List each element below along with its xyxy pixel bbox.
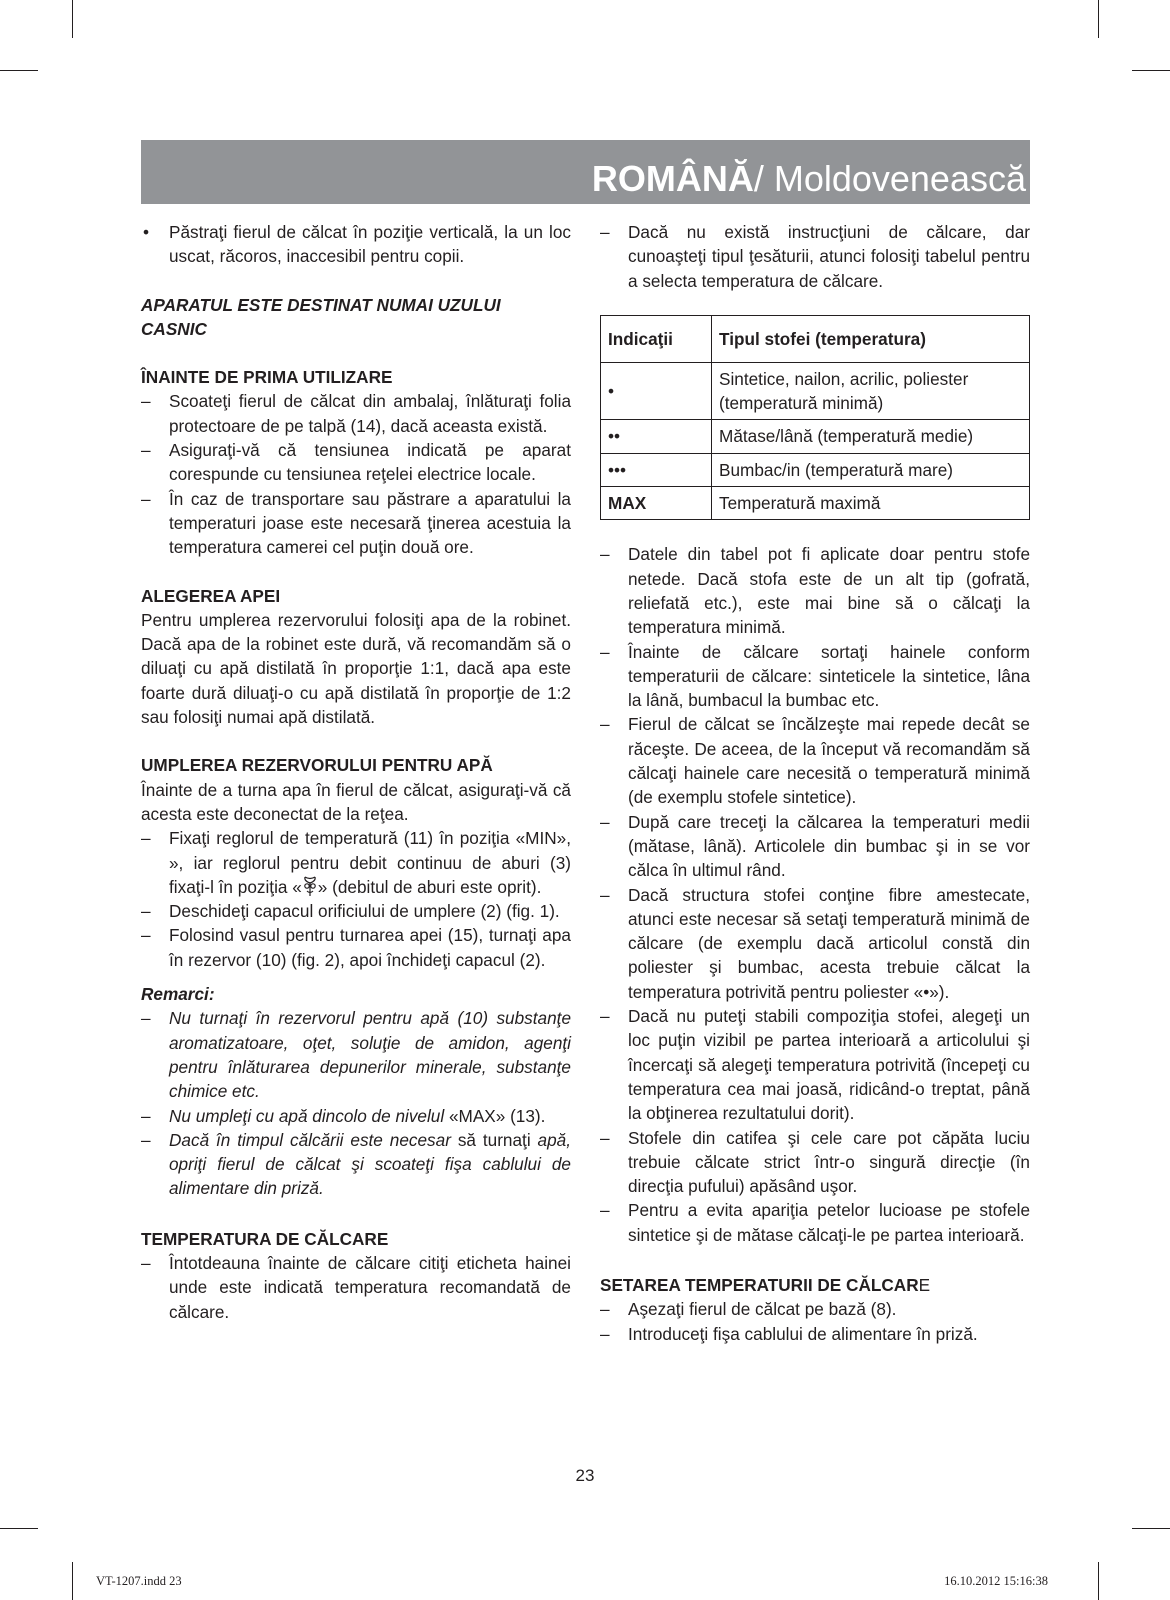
dash-marker: –	[141, 1252, 151, 1273]
table-row	[601, 420, 1030, 453]
ironing-tip-text: Datele din tabel pot fi aplicate doar pentru stofe netede. Dacă stofa este de un alt tip (gofrată, reliefată etc.), este mai bine să o călcaţi la temperatura minimă.	[628, 544, 1030, 638]
remark-item	[141, 1128, 571, 1201]
remark-item-regular: «MAX» (13).	[444, 1105, 546, 1126]
dash-marker: –	[600, 811, 610, 832]
crop-mark	[0, 1528, 38, 1529]
tank-filling-item-text: Deschideţi capacul orificiului de umplere (2) (fig. 1).	[169, 901, 560, 922]
temperature-setting-item	[600, 1297, 1030, 1321]
crop-mark	[72, 1562, 73, 1600]
water-choice-text: Pentru umplerea rezervorului folosiţi apa de la robinet. Dacă apa de la robinet este dură, vă recomandăm să o diluaţi cu apă distilată în proporţie 1:1, dacă apa este foarte dură diluaţi-o cu apă distilată în proporţie de 1:2 sau folosiţi numai apă distilată.	[141, 609, 571, 728]
crop-mark	[0, 70, 38, 71]
dash-marker: –	[600, 1200, 610, 1221]
tank-filling-item	[141, 899, 571, 923]
language-header-bar	[141, 140, 1030, 204]
table-cell-fabric: Mătase/lână (temperatură medie)	[712, 420, 1030, 453]
domestic-use-notice: APARATUL ESTE DESTINAT NUMAI UZULUI CASNIC	[141, 294, 501, 339]
first-use-item-text: În caz de transportare sau păstrare a aparatului la temperaturi joase este necesară ţinerea acestuia la temperatura camerei cel puţin două ore.	[169, 488, 571, 558]
storage-bullet-text: Păstraţi fierul de călcat în poziţie verticală, la un loc uscat, răcoros, inaccesibil pentru copii.	[169, 222, 571, 267]
ironing-tip-text: Înainte de călcare sortaţi hainele conform temperaturii de călcare: sinteticele la sintetice, lâna la lână, bumbacul la bumbac etc.	[628, 641, 1030, 711]
ironing-tip-item	[600, 810, 1030, 883]
table-cell-fabric: Temperatură maximă	[712, 487, 1030, 520]
table-row	[601, 487, 1030, 520]
dash-marker: –	[600, 1323, 610, 1344]
remark-item	[141, 1006, 571, 1103]
table-header-row	[601, 315, 1030, 362]
temperature-setting-item-text: Introduceţi fişa cablului de alimentare în priză.	[628, 1323, 978, 1344]
ironing-tip-text: Dacă structura stofei conţine fibre amestecate, atunci este necesar să setaţi temperatură minimă de călcare (de exemplu dacă articolul constă din poliester şi bumbac, acesta trebuie călcat la temperatura potrivită pentru poliester «•»).	[628, 884, 1030, 1002]
first-use-item	[141, 389, 571, 438]
table-cell-fabric: Bumbac/in (temperatură mare)	[712, 453, 1030, 486]
dash-marker: –	[600, 641, 610, 662]
dash-marker: –	[141, 1008, 151, 1029]
dash-marker: –	[600, 884, 610, 905]
ironing-tip-text: Stofele din catifea şi cele care pot căpăta luciu trebuie călcate strict într-o singură direcţie (în direcţia pufului) apăsând uşor.	[628, 1127, 1030, 1197]
first-use-item-text: Asiguraţi-vă că tensiunea indicată pe aparat corespunde cu tensiunea reţelei electrice locale.	[169, 440, 571, 485]
temperature-setting-heading	[600, 1273, 1030, 1297]
left-column	[141, 220, 571, 1324]
ironing-tip-text: După care treceţi la călcarea la temperaturi medii (mătase, lână). Articolele din bumbac şi in se vor călca în ultimul rând.	[628, 811, 1030, 881]
remarks-heading: Remarci:	[141, 984, 215, 1005]
ironing-tip-item	[600, 1126, 1030, 1199]
crop-mark	[1132, 1528, 1170, 1529]
crop-mark	[72, 0, 73, 38]
table-cell-indicator: •	[601, 362, 712, 420]
ironing-temperature-item	[141, 1251, 571, 1324]
tank-filling-intro: Înainte de a turna apa în fierul de călcat, asiguraţi-vă că acesta este deconectat de la reţea.	[141, 779, 571, 824]
first-use-item-text: Scoateţi fierul de călcat din ambalaj, înlăturaţi folia protectoare de pe talpă (14), dacă aceasta există.	[169, 391, 571, 436]
remark-item	[141, 1104, 571, 1128]
remark-item-text: Nu turnaţi în rezervorul pentru apă (10) substanţe aromatizatoare, oţet, soluţie de amidon, agenţi pentru înlăturarea depunerilor minerale, substanţe chimice etc.	[169, 1008, 571, 1102]
right-column	[600, 220, 1030, 1346]
dash-marker: –	[600, 1299, 610, 1320]
remark-item-italic: Nu umpleţi cu apă dincolo de nivelul	[169, 1105, 445, 1126]
bullet-marker: •	[143, 222, 150, 242]
ironing-tip-item	[600, 1198, 1030, 1247]
ironing-tip-item	[600, 712, 1030, 809]
table-row	[601, 362, 1030, 420]
crop-mark	[1132, 70, 1170, 71]
table-cell-fabric: Sintetice, nailon, acrilic, poliester (temperatură minimă)	[712, 362, 1030, 420]
dash-marker: –	[141, 1105, 151, 1126]
fabric-temperature-table	[600, 315, 1030, 520]
temperature-setting-heading-bold: SETAREA TEMPERATURII DE CĂLCAR	[600, 1274, 919, 1295]
temperature-setting-heading-tail: E	[918, 1274, 931, 1295]
remark-item-italic: Dacă în timpul călcării este necesar	[169, 1129, 451, 1150]
ironing-tip-item	[600, 640, 1030, 713]
tank-filling-item-text-b: » (debitul de aburi este oprit).	[317, 876, 542, 897]
ironing-temperature-item-text: Întotdeauna înainte de călcare citiţi eticheta hainei unde este indicată temperatura recomandată de călcare.	[169, 1252, 571, 1322]
table-intro-item	[600, 220, 1030, 293]
language-title-bold: ROMÂNĂ	[591, 158, 754, 199]
tank-filling-item	[141, 826, 571, 899]
dash-marker: –	[600, 1006, 610, 1027]
tank-filling-item-text: Folosind vasul pentru turnarea apei (15), turnaţi apa în rezervor (10) (fig. 2), apoi închideţi capacul (2).	[169, 925, 571, 970]
table-cell-indicator: ••	[601, 420, 712, 453]
table-header-cell: Tipul stofei (temperatura)	[712, 315, 1030, 362]
tank-filling-item	[141, 923, 571, 972]
table-intro-text: Dacă nu există instrucţiuni de călcare, dar cunoaşteţi tipul ţesăturii, atunci folosiţi tabelul pentru a selecta temperatura de călcare.	[628, 222, 1030, 291]
ironing-tip-item	[600, 883, 1030, 1004]
ironing-tip-text: Pentru a evita apariţia petelor lucioase pe stofele sintetice şi de mătase călcaţi-le pe partea interioară.	[628, 1200, 1030, 1245]
ironing-temperature-heading: TEMPERATURA DE CĂLCARE	[141, 1228, 389, 1249]
dash-marker: –	[141, 391, 151, 412]
table-row	[601, 453, 1030, 486]
dash-marker: –	[141, 925, 151, 946]
steam-off-icon	[302, 875, 318, 897]
first-use-item	[141, 438, 571, 487]
temperature-setting-item-text: Aşezaţi fierul de călcat pe bază (8).	[628, 1299, 897, 1320]
footer-datetime: 16.10.2012 15:16:38	[944, 1574, 1048, 1588]
ironing-tip-text: Fierul de călcat se încălzeşte mai repede decât se răceşte. De aceea, de la început vă recomandăm să călcaţi hainele care necesită o temperatură minimă (de exemplu stofele sintetice).	[628, 714, 1030, 808]
ironing-tip-text: Dacă nu puteţi stabili compoziţia stofei, alegeţi un loc puţin vizibil pe partea interioară a articolului şi încercaţi să alegeţi temperatura potrivită (începeţi cu temperatura cea mai joasă, ridicând-o treptat, până la obţinerea rezultatului dorit).	[628, 1006, 1030, 1124]
page-number: 23	[575, 1466, 595, 1485]
remark-item-regular: să turnaţi	[450, 1129, 538, 1150]
language-title-rest: / Moldovenească	[753, 158, 1026, 199]
ironing-tip-item	[600, 1004, 1030, 1125]
temperature-setting-item	[600, 1322, 1030, 1346]
dash-marker: –	[141, 488, 151, 509]
first-use-item	[141, 487, 571, 560]
dash-marker: –	[600, 1127, 610, 1148]
dash-marker: –	[141, 440, 151, 461]
first-use-heading: ÎNAINTE DE PRIMA UTILIZARE	[141, 367, 393, 388]
crop-mark	[1098, 1562, 1099, 1600]
dash-marker: –	[600, 714, 610, 735]
footer-file-slug: VT-1207.indd 23	[96, 1574, 182, 1588]
water-choice-heading: ALEGEREA APEI	[141, 585, 281, 606]
dash-marker: –	[141, 1129, 151, 1150]
table-cell-indicator: •••	[601, 453, 712, 486]
tank-filling-heading: UMPLEREA REZERVORULUI PENTRU APĂ	[141, 755, 493, 776]
table-header-cell: Indicaţii	[601, 315, 712, 362]
dash-marker: –	[141, 901, 151, 922]
table-cell-indicator: MAX	[601, 487, 712, 520]
dash-marker: –	[600, 544, 610, 565]
language-title	[591, 158, 1026, 199]
dash-marker: –	[600, 222, 610, 242]
remark-item-italic: apă, opriţi fierul de călcat şi scoateţi fişa cablului de alimentare din priză.	[169, 1129, 571, 1199]
storage-bullet	[141, 220, 571, 269]
tank-filling-item-text-a: Fixaţi reglorul de temperatură (11) în poziţia «MIN», », iar reglorul pentru debit continuu de aburi (3) fixaţi-l în poziţia «	[169, 828, 571, 897]
ironing-tip-item	[600, 542, 1030, 639]
crop-mark	[1098, 0, 1099, 38]
dash-marker: –	[141, 828, 151, 849]
